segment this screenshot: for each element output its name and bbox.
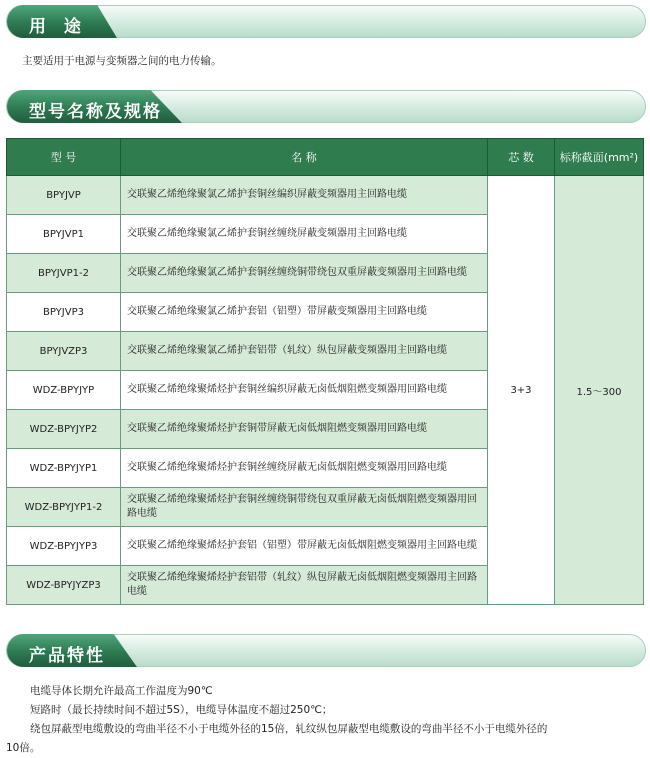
- model-cell: WDZ-BPYJYP2: [7, 410, 121, 449]
- name-cell: 交联聚乙烯绝缘聚烯烃护套铜丝缠绕铜带绕包双重屏蔽无卤低烟阻燃变频器用回路电缆: [121, 488, 488, 527]
- usage-text: 主要适用于电源与变频器之间的电力传输。: [22, 55, 222, 67]
- model-cell: WDZ-BPYJYP1: [7, 449, 121, 488]
- table-row: [7, 176, 644, 215]
- features-text: [6, 682, 548, 758]
- name-cell: 交联聚乙烯绝缘聚烯烃护套铝（铝塑）带屏蔽无卤低烟阻燃变频器用主回路电缆: [121, 527, 488, 566]
- model-cell: WDZ-BPYJYZP3: [7, 566, 121, 605]
- model-cell: WDZ-BPYJYP: [7, 371, 121, 410]
- name-cell: 交联聚乙烯绝缘聚氯乙烯护套铜丝缠绕屏蔽变频器用主回路电缆: [121, 215, 488, 254]
- section-cell: 1.5～300: [555, 176, 644, 605]
- name-cell: 交联聚乙烯绝缘聚烯烃护套铝带（轧纹）纵包屏蔽无卤低烟阻燃变频器用主回路电缆: [121, 566, 488, 605]
- name-cell: 交联聚乙烯绝缘聚氯乙烯护套铝带（轧纹）纵包屏蔽变频器用主回路电缆: [121, 332, 488, 371]
- spec-table: [6, 138, 644, 605]
- features-section-banner: [6, 634, 646, 667]
- header-cores: 芯 数: [488, 139, 555, 176]
- name-cell: 交联聚乙烯绝缘聚烯烃护套铜丝编织屏蔽无卤低烟阻燃变频器用回路电缆: [121, 371, 488, 410]
- features-section-title: 产品特性: [29, 646, 105, 666]
- feature-line: 绕包屏蔽型电缆敷设的弯曲半径不小于电缆外径的15倍，轧纹纵包屏蔽型电缆敷设的弯曲半径不小于电缆外径的: [30, 723, 548, 735]
- models-section-banner: [6, 90, 646, 123]
- model-cell: BPYJVP3: [7, 293, 121, 332]
- feature-line: 10倍。: [6, 742, 41, 754]
- usage-section-banner: [6, 5, 646, 38]
- header-section: 标称截面(mm²): [555, 139, 644, 176]
- name-cell: 交联聚乙烯绝缘聚氯乙烯护套铝（铝塑）带屏蔽变频器用主回路电缆: [121, 293, 488, 332]
- model-cell: BPYJVP1: [7, 215, 121, 254]
- feature-line: 短路时（最长持续时间不超过5S），电缆导体温度不超过250℃；: [30, 704, 333, 716]
- model-cell: BPYJVP1-2: [7, 254, 121, 293]
- name-cell: 交联聚乙烯绝缘聚氯乙烯护套铜丝缠绕铜带绕包双重屏蔽变频器用主回路电缆: [121, 254, 488, 293]
- model-cell: BPYJVP: [7, 176, 121, 215]
- model-cell: WDZ-BPYJYP1-2: [7, 488, 121, 527]
- name-cell: 交联聚乙烯绝缘聚烯烃护套铜带屏蔽无卤低烟阻燃变频器用回路电缆: [121, 410, 488, 449]
- header-model: 型 号: [7, 139, 121, 176]
- header-name: 名 称: [121, 139, 488, 176]
- usage-section-title: 用 途: [29, 17, 87, 37]
- table-header-row: [7, 139, 644, 176]
- cores-cell: 3+3: [488, 176, 555, 605]
- model-cell: WDZ-BPYJYP3: [7, 527, 121, 566]
- model-cell: BPYJVZP3: [7, 332, 121, 371]
- models-section-title: 型号名称及规格: [29, 102, 162, 122]
- feature-line: 电缆导体长期允许最高工作温度为90℃: [30, 685, 213, 697]
- name-cell: 交联聚乙烯绝缘聚氯乙烯护套铜丝编织屏蔽变频器用主回路电缆: [121, 176, 488, 215]
- name-cell: 交联聚乙烯绝缘聚烯烃护套铜丝缠绕屏蔽无卤低烟阻燃变频器用回路电缆: [121, 449, 488, 488]
